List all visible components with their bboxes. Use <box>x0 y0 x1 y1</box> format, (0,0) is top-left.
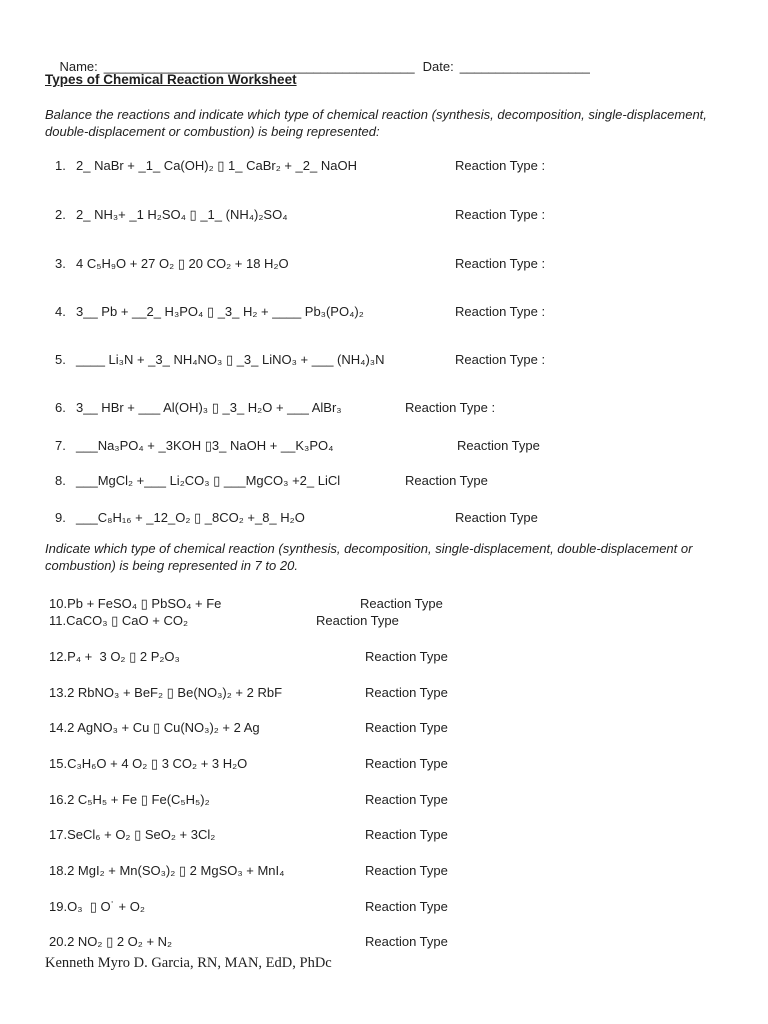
problem-number: 3. <box>55 256 66 271</box>
problem-number: 13. <box>49 685 68 700</box>
problem-equation: 2_ NH₃+ _1 H₂SO₄ ▯ _1_ (NH₄)₂SO₄ <box>76 207 288 222</box>
problem-equation: ____ Li₃N + _3_ NH₄NO₃ ▯ _3_ LiNO₃ + ___ (NH₄)₃N <box>76 352 385 367</box>
problem-number: 19. <box>49 899 68 914</box>
problem-number: 2. <box>55 207 66 222</box>
problem-row-5 <box>0 352 768 368</box>
reaction-type-label: Reaction Type <box>365 934 448 949</box>
reaction-type-label: Reaction Type : <box>455 158 546 173</box>
problem-number: 11. <box>49 613 67 628</box>
problem-equation: SeCl₆ + O₂ ▯ SeO₂ + 3Cl₂ <box>67 827 216 842</box>
problem-row-16 <box>0 792 768 808</box>
problem-equation: Pb + FeSO₄ ▯ PbSO₄ + Fe <box>67 596 222 611</box>
problem-equation: 2 MgI₂ + Mn(SO₃)₂ ▯ 2 MgSO₃ + MnI₄ <box>67 863 285 878</box>
problem-number: 20. <box>49 934 68 949</box>
author-credit: Kenneth Myro D. Garcia, RN, MAN, EdD, PhDc <box>45 955 332 971</box>
problem-row-19 <box>0 899 768 915</box>
problem-row-6 <box>0 400 768 416</box>
date-blank-line: __________________ <box>459 59 590 74</box>
problem-row-12 <box>0 649 768 665</box>
problem-equation: ___MgCl₂ +___ Li₂CO₃ ▯ ___MgCO₃ +2_ LiCl <box>76 473 341 488</box>
reaction-type-label: Reaction Type : <box>455 352 546 367</box>
reaction-type-label: Reaction Type <box>365 863 448 878</box>
problem-number: 7. <box>55 438 66 453</box>
instructions-indicate: Indicate which type of chemical reaction (synthesis, decomposition, single-displacement, double-displacement or combustion) is being represented in 7 to 20. <box>45 541 693 573</box>
problem-number: 17. <box>49 827 68 842</box>
problem-number: 10. <box>49 596 68 611</box>
reaction-type-label: Reaction Type : <box>455 256 546 271</box>
problem-number: 5. <box>55 352 66 367</box>
reaction-type-label: Reaction Type <box>365 649 448 664</box>
problem-equation: 3__ HBr + ___ Al(OH)₃ ▯ _3_ H₂O + ___ AlBr₃ <box>76 400 342 415</box>
reaction-type-label: Reaction Type <box>316 613 399 628</box>
problem-row-7 <box>0 438 768 454</box>
problem-equation: 2_ NaBr + _1_ Ca(OH)₂ ▯ 1_ CaBr₂ + _2_ NaOH <box>76 158 357 173</box>
reaction-type-label: Reaction Type <box>405 473 488 488</box>
reaction-type-label: Reaction Type : <box>455 207 546 222</box>
problem-equation: ___Na₃PO₄ + _3KOH ▯3_ NaOH + __K₃PO₄ <box>76 438 334 453</box>
problem-row-15 <box>0 756 768 772</box>
reaction-type-label: Reaction Type <box>365 899 448 914</box>
reaction-type-label: Reaction Type <box>365 792 448 807</box>
problem-number: 9. <box>55 510 66 525</box>
problem-equation: 2 RbNO₃ + BeF₂ ▯ Be(NO₃)₂ + 2 RbF <box>67 685 283 700</box>
problem-equation: 2 C₅H₅ + Fe ▯ Fe(C₅H₅)₂ <box>67 792 210 807</box>
problem-number: 15. <box>49 756 68 771</box>
problem-number: 8. <box>55 473 66 488</box>
problem-number: 6. <box>55 400 66 415</box>
name-blank-line: ___________________________________________ <box>103 59 415 74</box>
reaction-type-label: Reaction Type <box>360 596 443 611</box>
problem-equation: C₃H₆O + 4 O₂ ▯ 3 CO₂ + 3 H₂O <box>67 756 248 771</box>
reaction-type-label: Reaction Type <box>365 685 448 700</box>
problem-number: 14. <box>49 720 68 735</box>
reaction-type-label: Reaction Type : <box>455 304 546 319</box>
problem-equation: CaCO₃ ▯ CaO + CO₂ <box>66 613 188 628</box>
problem-row-14 <box>0 720 768 736</box>
problem-equation: 2 NO₂ ▯ 2 O₂ + N₂ <box>67 934 173 949</box>
problem-number: 12. <box>49 649 68 664</box>
reaction-type-label: Reaction Type <box>365 720 448 735</box>
problem-row-18 <box>0 863 768 879</box>
problem-row-11 <box>0 613 768 629</box>
problem-equation: P₄ + 3 O₂ ▯ 2 P₂O₃ <box>67 649 180 664</box>
reaction-type-label: Reaction Type : <box>405 400 496 415</box>
problem-equation: O₃ ▯ O˙ + O₂ <box>67 899 145 914</box>
problem-number: 16. <box>49 792 68 807</box>
problem-number: 4. <box>55 304 66 319</box>
problem-row-9 <box>0 510 768 526</box>
problem-row-8 <box>0 473 768 489</box>
problem-equation: ___C₈H₁₆ + _12_O₂ ▯ _8CO₂ +_8_ H₂O <box>76 510 305 525</box>
reaction-type-label: Reaction Type <box>365 756 448 771</box>
problem-row-13 <box>0 685 768 701</box>
problem-equation: 3__ Pb + __2_ H₃PO₄ ▯ _3_ H₂ + ____ Pb₃(PO₄)₂ <box>76 304 364 319</box>
page-title: Types of Chemical Reaction Worksheet <box>45 72 297 87</box>
problem-equation: 4 C₅H₉O + 27 O₂ ▯ 20 CO₂ + 18 H₂O <box>76 256 289 271</box>
problem-row-1 <box>0 158 768 174</box>
reaction-type-label: Reaction Type <box>365 827 448 842</box>
problem-row-10 <box>0 596 768 612</box>
problem-row-20 <box>0 934 768 950</box>
problem-number: 1. <box>55 158 66 173</box>
reaction-type-label: Reaction Type <box>457 438 540 453</box>
problem-row-3 <box>0 256 768 272</box>
problem-number: 18. <box>49 863 68 878</box>
name-label: Name: <box>59 59 98 74</box>
problem-equation: 2 AgNO₃ + Cu ▯ Cu(NO₃)₂ + 2 Ag <box>67 720 260 735</box>
date-label: Date: <box>422 59 454 74</box>
problem-row-4 <box>0 304 768 320</box>
problem-row-2 <box>0 207 768 223</box>
instructions-balance: Balance the reactions and indicate which type of chemical reaction (synthesis, decomposition, single-displacement, double-displacement or combustion) is being represented: <box>45 107 707 139</box>
reaction-type-label: Reaction Type <box>455 510 538 525</box>
problem-row-17 <box>0 827 768 843</box>
